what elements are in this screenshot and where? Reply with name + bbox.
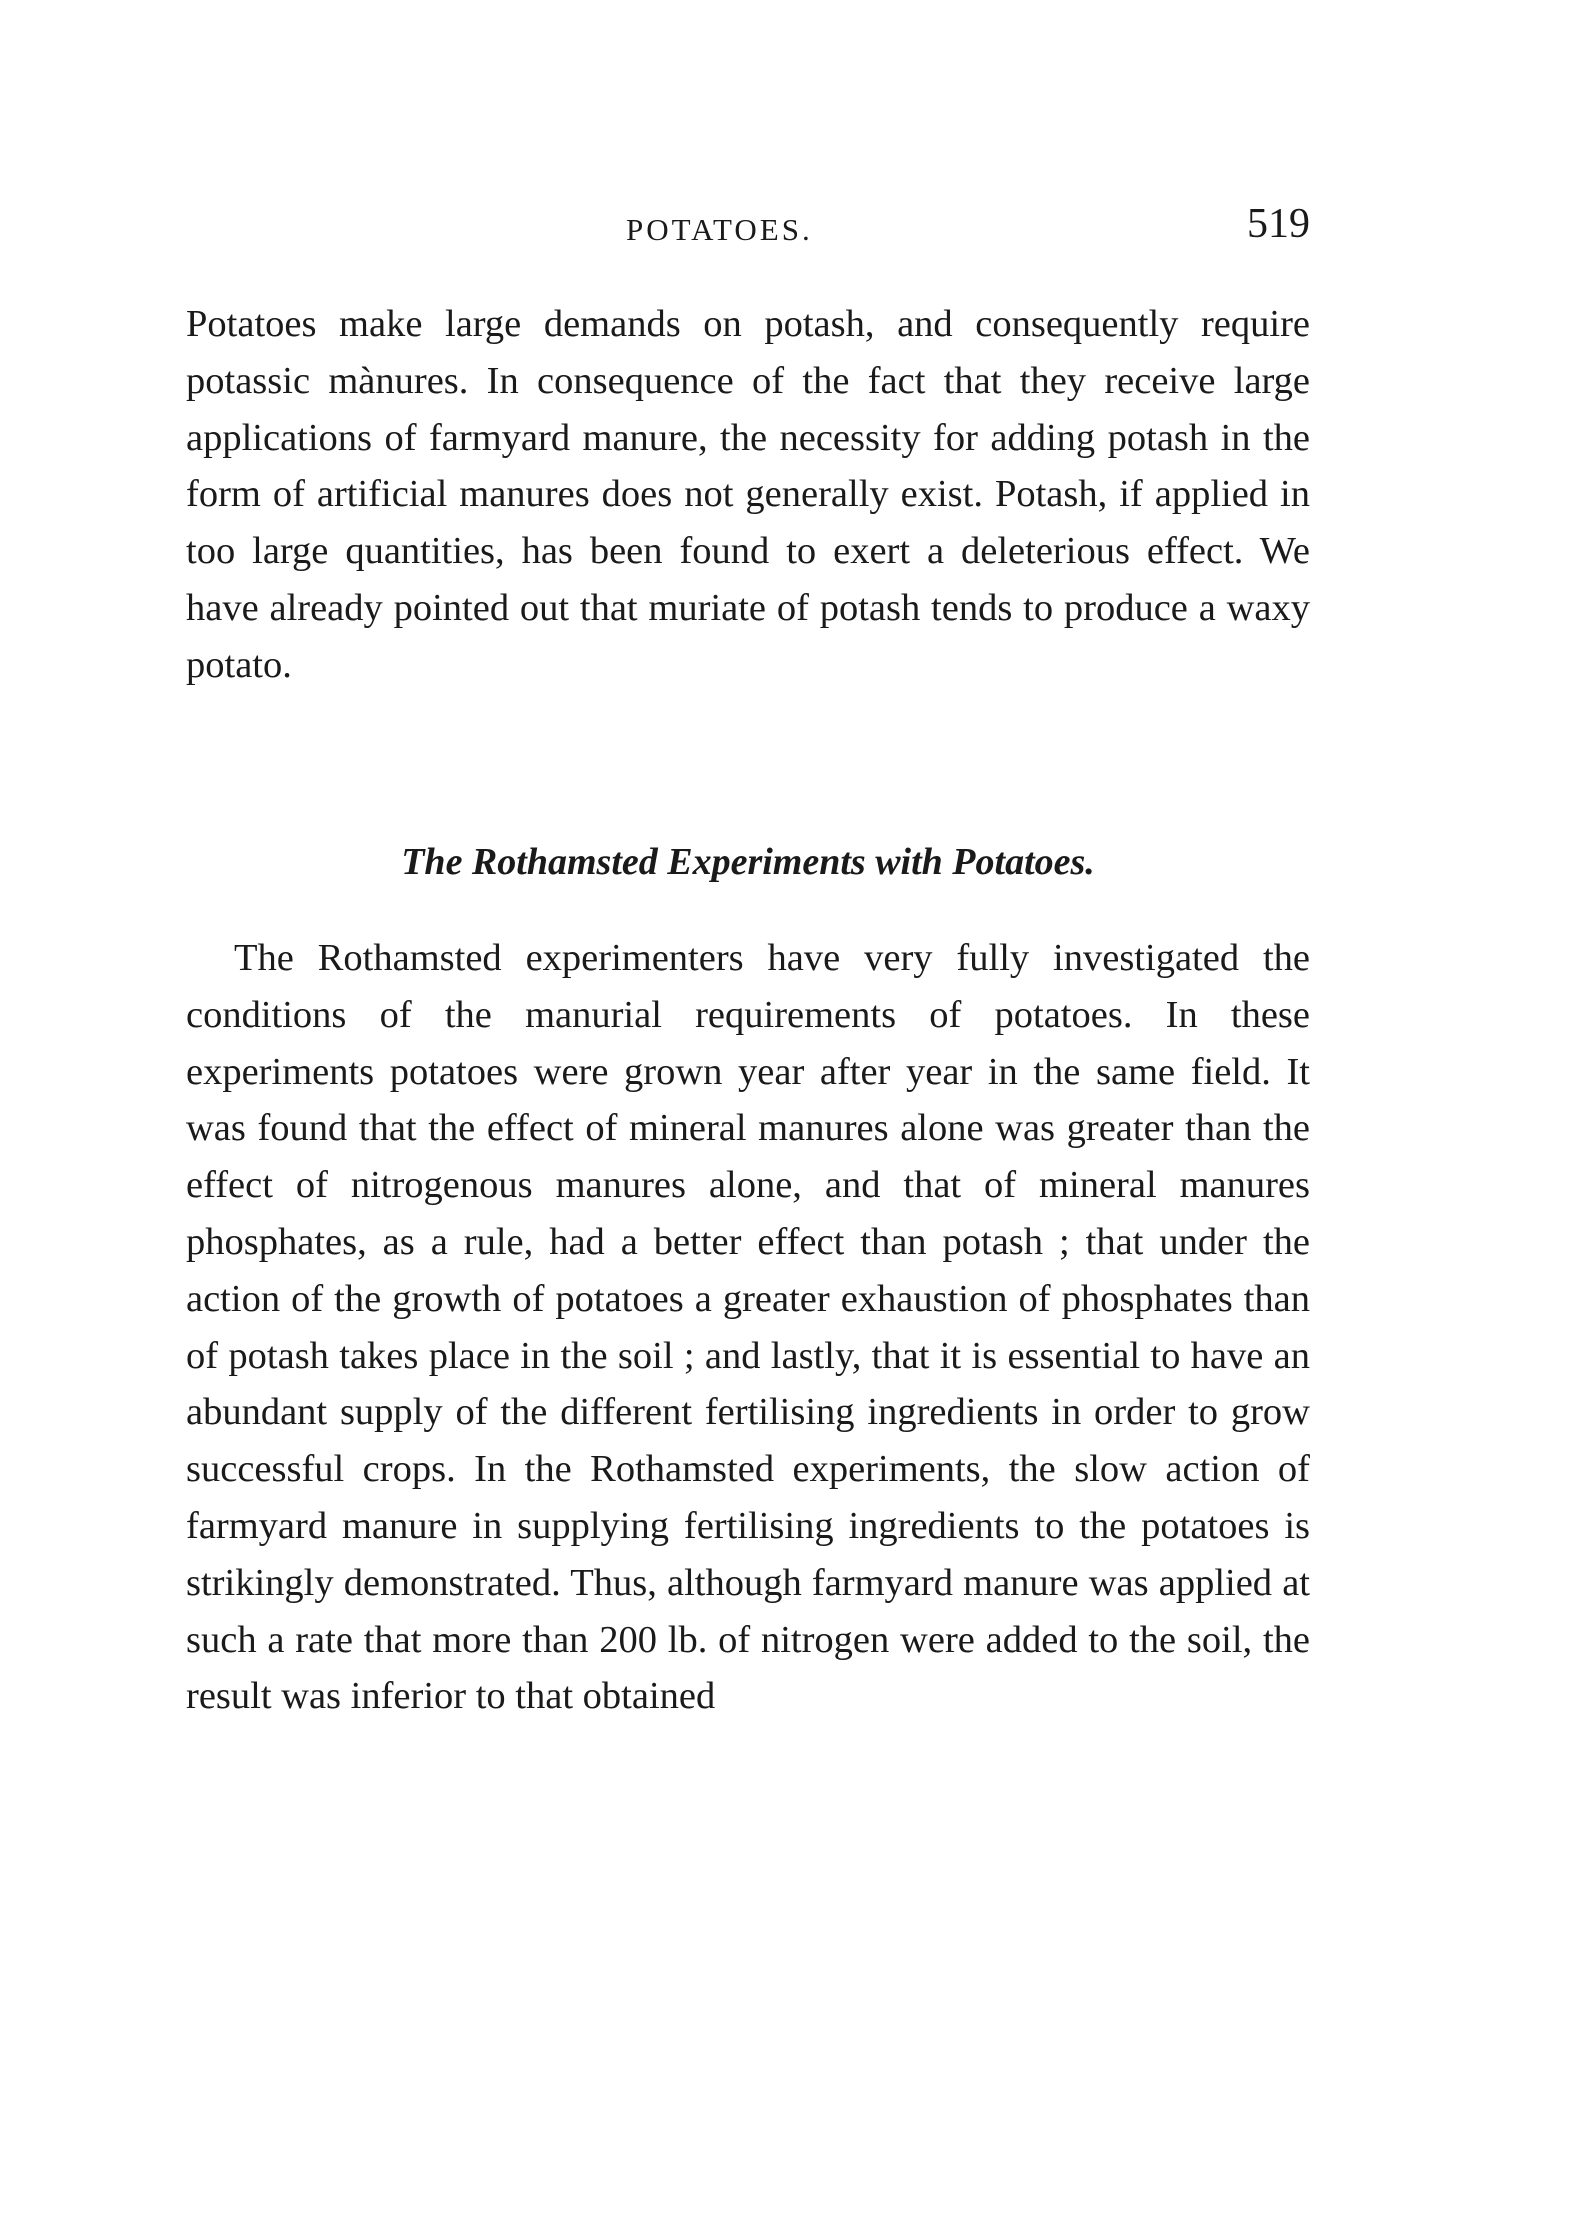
section-heading: The Rothamsted Experiments with Potatoes. bbox=[401, 841, 1095, 883]
page-number: 519 bbox=[1247, 201, 1310, 247]
body-paragraph: The Rothamsted experimenters have very fully investigated the conditions of the manurial requirements of potatoes. In these experiments potatoes were grown year after year in the same field. It was found that the effect of mineral manures alone was greater than the effect of nitrogenous manures alone, and that of mineral manures phosphates, as a rule, had a better effect than potash ; that under the action of the growth of potatoes a greater exhaustion of phosphates than of potash takes place in the soil ; and lastly, that it is essential to have an abundant supply of the different fertilising ingredients in order to grow successful crops. In the Rothamsted experiments, the slow action of farmyard manure in supplying fertilising ingredients to the potatoes is strikingly demonstrated. Thus, although farmyard manure was applied at such a rate that more than 200 lb. of nitrogen were added to the soil, the result was inferior to that obtained bbox=[186, 937, 1310, 1718]
body-paragraph: Potatoes make large demands on potash, and consequently require potassic mànures. In consequence of the fact that they receive large applications of farmyard manure, the necessity for adding potash in the form of artificial manures does not generally exist. Potash, if applied in too large quantities, has been found to exert a deleterious effect. We have already pointed out that muriate of potash tends to produce a waxy potato. bbox=[186, 303, 1310, 686]
running-head bbox=[186, 200, 1310, 260]
running-title: POTATOES. bbox=[626, 212, 813, 247]
